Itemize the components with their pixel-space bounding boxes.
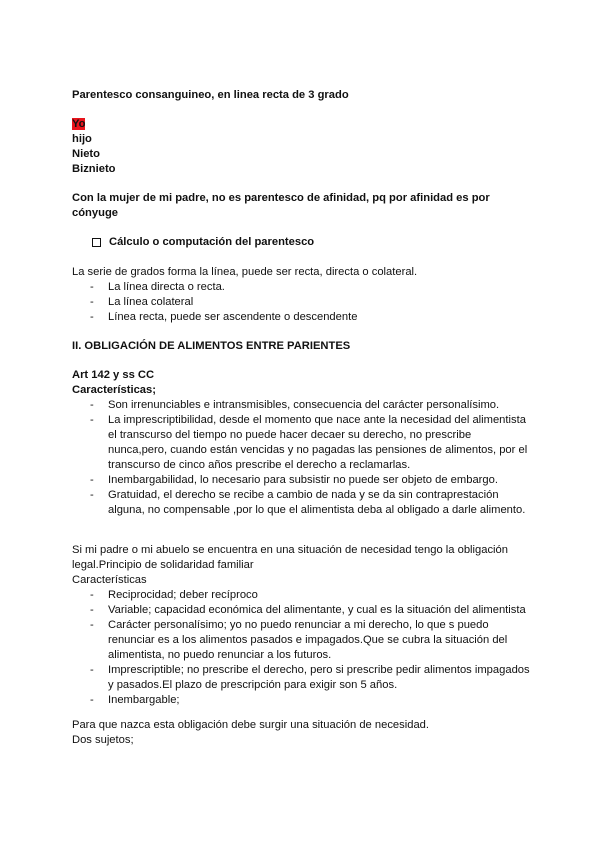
list-item: - Línea recta, puede ser ascendente o descendente (72, 310, 532, 325)
solidarity-subtitle: Características (72, 574, 147, 586)
checklist-row (92, 235, 314, 250)
checklist-label: Cálculo o computación del parentesco (109, 236, 315, 248)
kinship-list (72, 117, 532, 177)
section-2-title: II. OBLIGACIÓN DE ALIMENTOS ENTRE PARIENTES (72, 340, 351, 352)
list-item: - Reciprocidad; deber recíproco (72, 588, 532, 603)
list-item: - Imprescriptible; no prescribe el derecho, pero si prescribe pedir alimentos impagados y pasados.El plazo de prescripción para exigir son 5 años. (72, 663, 532, 693)
list-item: - Carácter personalísimo; yo no puedo renunciar a mi derecho, lo que s puedo renunciar es a los alimentos pasados e impagados.Que se cubra la situación del alimentista, no puedo renunciar a los futuros. (72, 618, 532, 663)
list-item: - Inembargable; (72, 693, 532, 708)
art-characteristics-list (72, 398, 532, 518)
list-item: - Inembargabilidad, lo necesario para subsistir no puede ser objeto de embargo. (72, 473, 532, 488)
closing-section (72, 718, 532, 748)
kin-item-nieto: Nieto (72, 148, 100, 160)
kin-item-biznieto: Biznieto (72, 163, 116, 175)
list-item: - La línea colateral (72, 295, 532, 310)
grades-list (72, 280, 532, 325)
solidarity-section (72, 543, 532, 708)
art-subtitle: Características; (72, 384, 156, 396)
kin-item-hijo: hijo (72, 133, 92, 145)
list-item: - Variable; capacidad económica del alimentante, y cual es la situación del alimentista (72, 603, 532, 618)
checkbox-icon[interactable] (92, 238, 101, 247)
list-item: - Gratuidad, el derecho se recibe a cambio de nada y se da sin contraprestación alguna, no compensable ,por lo que el alimentista deba al obligado a darle alimento. (72, 488, 532, 518)
closing-line-1: Para que nazca esta obligación debe surgir una situación de necesidad. (72, 719, 430, 731)
grades-intro: La serie de grados forma la línea, puede ser recta, directa o colateral. (72, 266, 418, 278)
affinity-note: Con la mujer de mi padre, no es parentesco de afinidad, pq por afinidad es por cónyuge (72, 192, 490, 219)
solidarity-characteristics-list (72, 588, 532, 708)
solidarity-paragraph: Si mi padre o mi abuelo se encuentra en una situación de necesidad tengo la obligación legal.Principio de solidaridad familiar (72, 544, 508, 571)
art-title: Art 142 y ss CC (72, 369, 155, 381)
highlighted-yo: Yo (72, 118, 86, 130)
list-item: - La línea directa o recta. (72, 280, 532, 295)
closing-line-2: Dos sujetos; (72, 734, 134, 746)
list-item: - La imprescriptibilidad, desde el momento que nace ante la necesidad del alimentista el transcurso del tiempo no puede hacer decaer su derecho, no prescribe nunca,pero, cuando están vencidas y no pagadas las pensiones de alimentos, por el transcurso de cinco años prescribe el derecho a reclamarlas. (72, 413, 532, 473)
art-section (72, 368, 532, 518)
list-item: - Son irrenunciables e intransmisibles, consecuencia del carácter personalísimo. (72, 398, 532, 413)
heading-consanguinity: Parentesco consanguineo, en linea recta de 3 grado (72, 89, 349, 101)
grades-section (72, 265, 532, 325)
